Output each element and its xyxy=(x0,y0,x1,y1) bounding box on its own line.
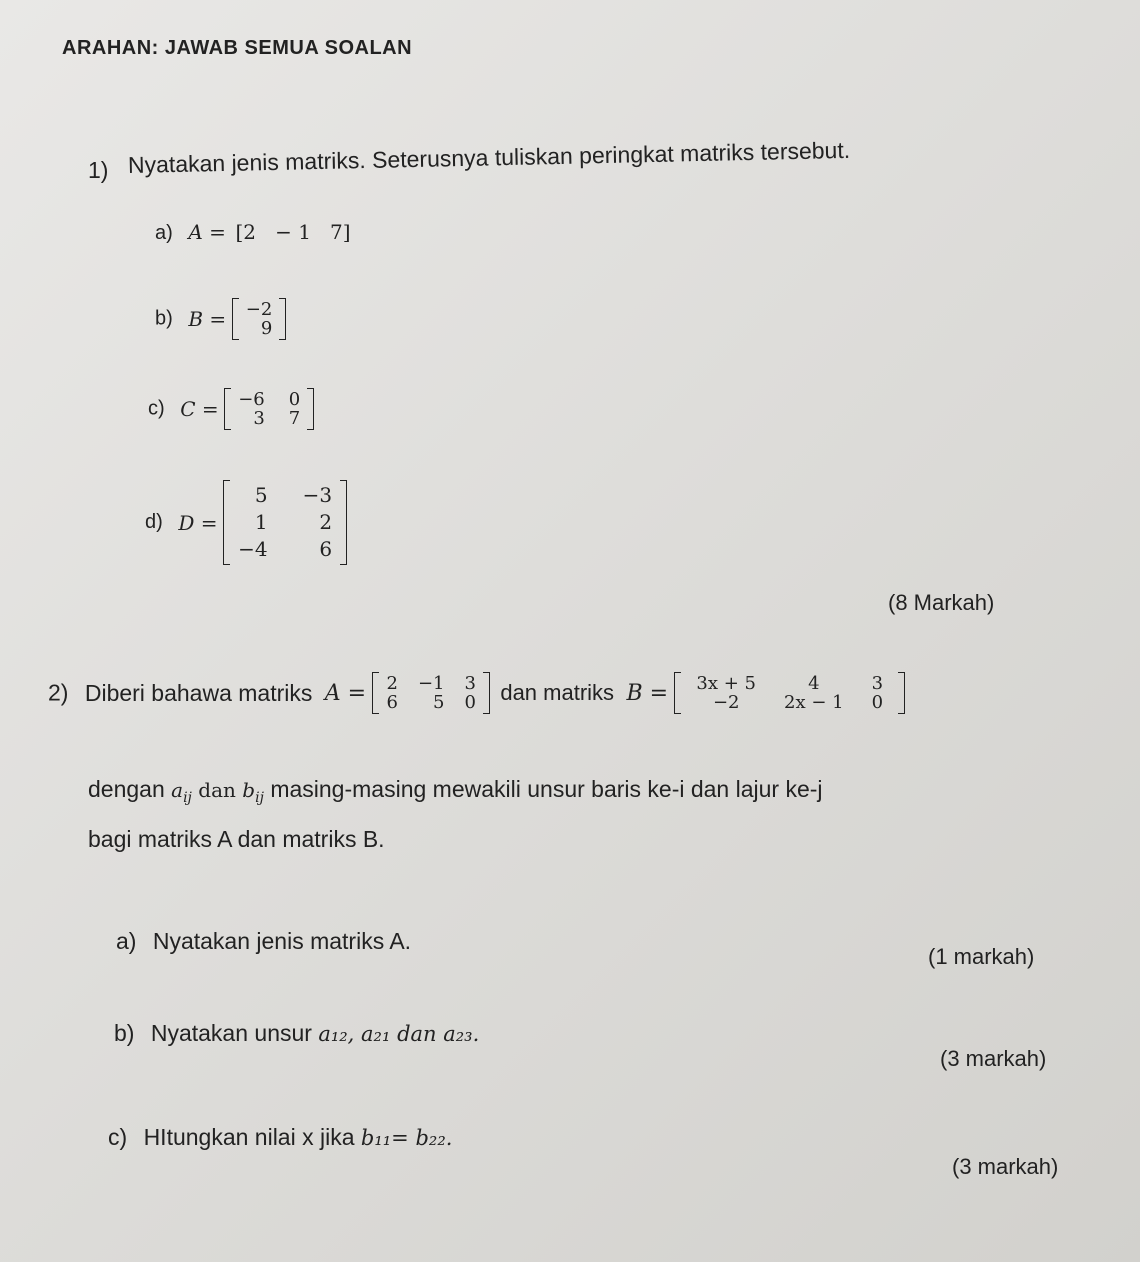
q1c-label: c) xyxy=(148,397,165,420)
q1b-label: b) xyxy=(155,307,173,330)
q2-matB-cell: 3x + 5 xyxy=(696,673,757,694)
q2-number: 2) xyxy=(48,679,69,706)
q1d-label: d) xyxy=(145,511,163,533)
q1c-cell: −6 xyxy=(238,389,265,410)
q1-text: Nyatakan jenis matriks. Seterusnya tuliskan peringkat matriks tersebut. xyxy=(127,136,851,178)
q1-number: 1) xyxy=(88,157,109,183)
q2-matA-cell: 3 xyxy=(464,673,476,694)
q1d-matrix xyxy=(223,480,347,565)
q2-matA-cell: 2 xyxy=(386,673,398,694)
q2b-math: a₁₂, a₂₁ dan a₂₃. xyxy=(318,1022,480,1046)
q2-bij: $b_{ij}$ xyxy=(242,778,264,806)
q1d-cell: −3 xyxy=(302,483,333,507)
q2c xyxy=(108,1124,452,1151)
q2a-label: a) xyxy=(116,928,137,954)
q1c-cell: 3 xyxy=(253,408,265,429)
q2-matA-cell: 6 xyxy=(386,692,398,713)
q2-matB-cell: 2x − 1 xyxy=(784,692,844,713)
q2b-label: b) xyxy=(114,1020,135,1046)
q2-dan: dan xyxy=(198,778,236,802)
q2-matrix-b xyxy=(674,672,905,714)
q2a xyxy=(116,928,411,955)
q2c-math: b₁₁= b₂₂. xyxy=(360,1126,453,1150)
q2-intro: Diberi bahawa matriks xyxy=(84,679,313,706)
q1d-name: D = xyxy=(178,510,218,535)
q1d-cell: 5 xyxy=(254,483,268,507)
q1c-cell: 0 xyxy=(288,389,301,410)
q1b-name: B = xyxy=(188,307,227,331)
q1d-cell: 1 xyxy=(254,510,268,534)
q2-matrix-a xyxy=(372,672,489,714)
q1d-cell: 2 xyxy=(319,510,333,534)
q1d xyxy=(145,480,347,565)
q1b-cell: −2 xyxy=(245,299,273,320)
q2-matA-cell: 0 xyxy=(464,692,476,713)
q2c-label: c) xyxy=(108,1124,128,1150)
q1b-cell: 9 xyxy=(260,318,273,339)
q1a-name: A = xyxy=(188,220,226,244)
q1-marks: (8 Markah) xyxy=(888,590,995,615)
q2-aij: $a_{ij}$ xyxy=(171,778,192,806)
q2-matB-cell: −2 xyxy=(712,692,740,713)
q2-matB-cell: 4 xyxy=(808,673,820,694)
q2c-text: HItungkan nilai x jika xyxy=(143,1124,355,1150)
q2b xyxy=(114,1020,479,1047)
q2-line1 xyxy=(48,672,905,714)
q2-line2-pre: dengan xyxy=(88,776,165,802)
q2-matA-cell: −1 xyxy=(417,673,445,694)
q1c xyxy=(148,388,314,430)
q2-line3: bagi matriks A dan matriks B. xyxy=(88,826,385,852)
q2-matA-cell: 5 xyxy=(433,692,445,713)
q1b-matrix xyxy=(232,298,287,340)
q1d-cell: 6 xyxy=(319,537,333,561)
q2-matB-cell: 3 xyxy=(871,673,884,694)
q2a-marks: (1 markah) xyxy=(928,944,1035,969)
q2-matA-name: A = xyxy=(324,680,367,706)
q2c-marks: (3 markah) xyxy=(952,1154,1059,1179)
q2a-text: Nyatakan jenis matriks A. xyxy=(152,928,412,954)
q2-line2-post: masing-masing mewakili unsur baris ke-i dan lajur ke-j xyxy=(270,776,823,802)
q1a xyxy=(155,220,351,245)
instruction-heading: ARAHAN: JAWAB SEMUA SOALAN xyxy=(62,37,413,59)
q1c-name: C = xyxy=(180,397,219,421)
q1b xyxy=(155,298,286,340)
q2-matB-name: B = xyxy=(626,680,669,706)
q2b-marks: (3 markah) xyxy=(940,1046,1047,1071)
q2-matB-cell: 0 xyxy=(871,692,884,713)
q2-dan-matriks: dan matriks xyxy=(500,680,615,705)
q2b-text: Nyatakan unsur xyxy=(150,1020,312,1046)
q1d-cell: −4 xyxy=(238,537,268,561)
q1a-label: a) xyxy=(155,222,173,244)
q1a-row-matrix: [2 − 1 7] xyxy=(235,220,351,244)
q1c-cell: 7 xyxy=(288,408,301,429)
q2-line2 xyxy=(88,776,823,806)
q1c-matrix xyxy=(224,388,314,430)
